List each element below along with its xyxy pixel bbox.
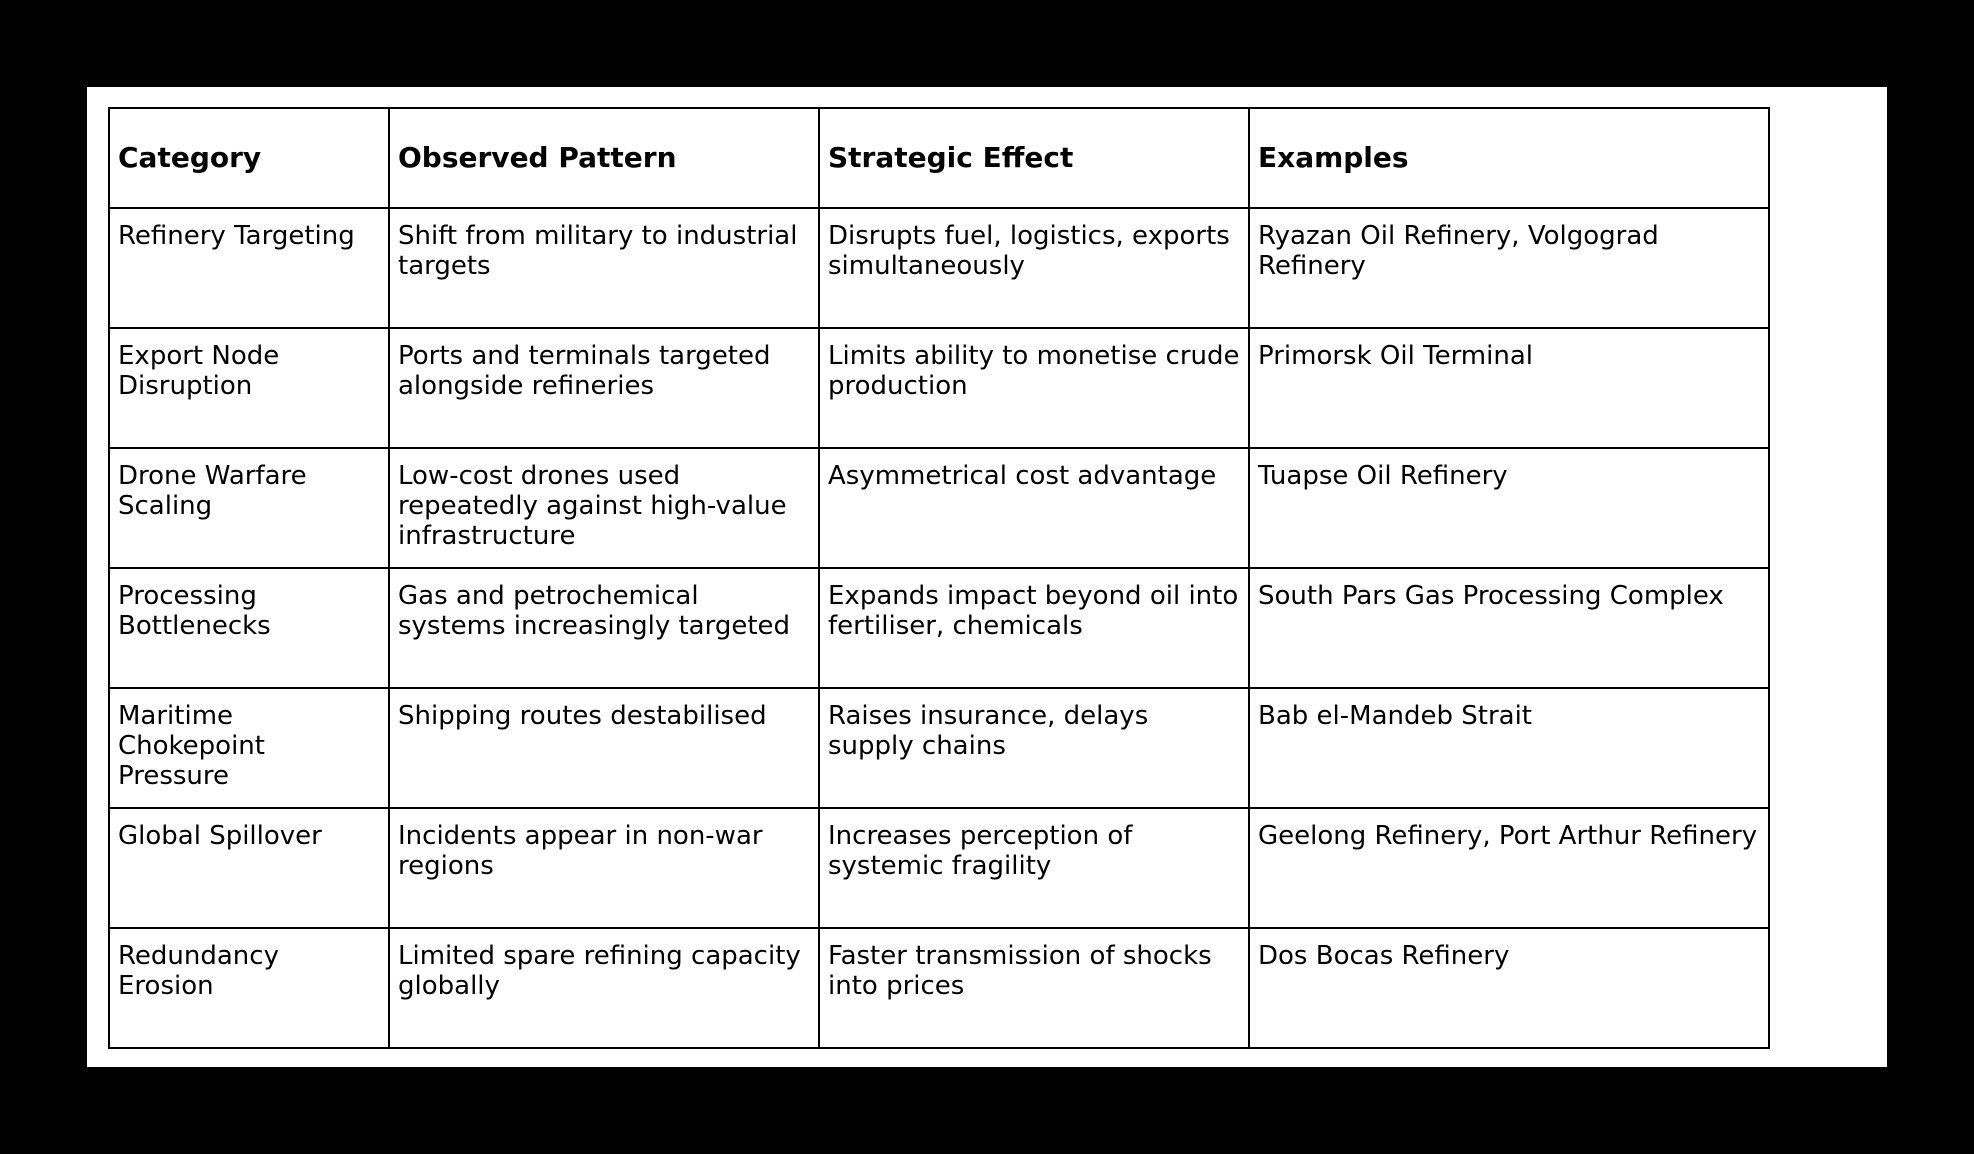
cell-examples: Tuapse Oil Refinery <box>1249 448 1769 568</box>
cell-examples: Ryazan Oil Refinery, Volgograd Refinery <box>1249 208 1769 328</box>
table-row <box>109 208 1769 328</box>
cell-observed-pattern: Low-cost drones used repeatedly against high-value infrastructure <box>389 448 819 568</box>
cell-observed-pattern: Gas and petrochemical systems increasingly targeted <box>389 568 819 688</box>
cell-examples: Primorsk Oil Terminal <box>1249 328 1769 448</box>
cell-examples: Bab el-Mandeb Strait <box>1249 688 1769 808</box>
cell-examples: Geelong Refinery, Port Arthur Refinery <box>1249 808 1769 928</box>
cell-examples: Dos Bocas Refinery <box>1249 928 1769 1048</box>
header-category: Category <box>109 108 389 208</box>
cell-examples: South Pars Gas Processing Complex <box>1249 568 1769 688</box>
header-examples: Examples <box>1249 108 1769 208</box>
table-row <box>109 448 1769 568</box>
cell-category: Refinery Targeting <box>109 208 389 328</box>
cell-category: Processing Bottlenecks <box>109 568 389 688</box>
cell-strategic-effect: Disrupts fuel, logistics, exports simultaneously <box>819 208 1249 328</box>
cell-category: Redundancy Erosion <box>109 928 389 1048</box>
table-row <box>109 328 1769 448</box>
category-table <box>108 107 1770 1049</box>
cell-category: Maritime Chokepoint Pressure <box>109 688 389 808</box>
cell-strategic-effect: Increases perception of systemic fragility <box>819 808 1249 928</box>
cell-observed-pattern: Incidents appear in non-war regions <box>389 808 819 928</box>
cell-strategic-effect: Expands impact beyond oil into fertiliser, chemicals <box>819 568 1249 688</box>
header-observed-pattern: Observed Pattern <box>389 108 819 208</box>
cell-strategic-effect: Faster transmission of shocks into prices <box>819 928 1249 1048</box>
cell-strategic-effect: Asymmetrical cost advantage <box>819 448 1249 568</box>
document-page <box>87 87 1887 1067</box>
cell-category: Drone Warfare Scaling <box>109 448 389 568</box>
cell-category: Global Spillover <box>109 808 389 928</box>
cell-strategic-effect: Limits ability to monetise crude production <box>819 328 1249 448</box>
cell-category: Export Node Disruption <box>109 328 389 448</box>
cell-observed-pattern: Shipping routes destabilised <box>389 688 819 808</box>
table-row <box>109 568 1769 688</box>
cell-observed-pattern: Limited spare refining capacity globally <box>389 928 819 1048</box>
table-row <box>109 808 1769 928</box>
table-row <box>109 688 1769 808</box>
cell-observed-pattern: Ports and terminals targeted alongside refineries <box>389 328 819 448</box>
header-strategic-effect: Strategic Effect <box>819 108 1249 208</box>
cell-strategic-effect: Raises insurance, delays supply chains <box>819 688 1249 808</box>
table-row <box>109 928 1769 1048</box>
cell-observed-pattern: Shift from military to industrial targets <box>389 208 819 328</box>
table-header-row <box>109 108 1769 208</box>
